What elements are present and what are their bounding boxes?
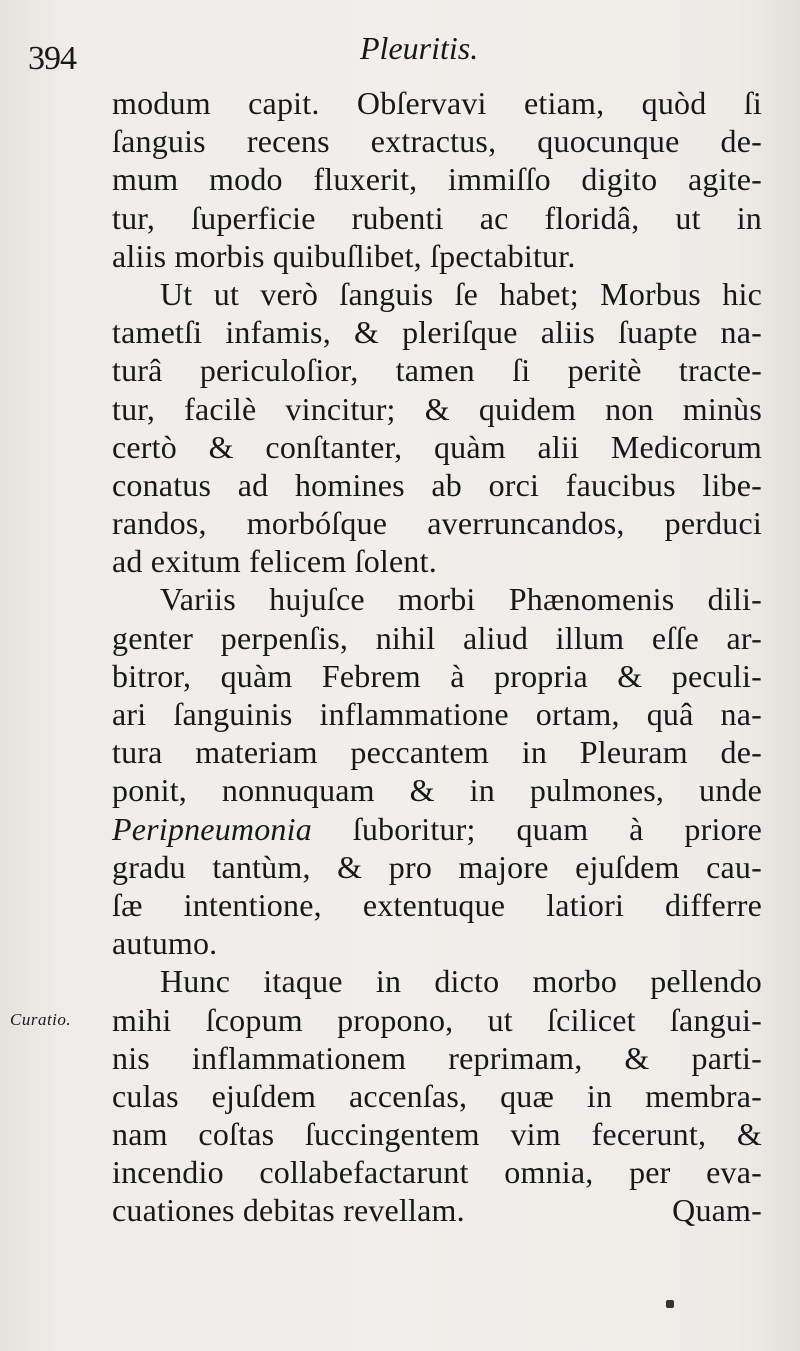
text-line: bitror, quàm Febrem à propria & peculi- — [112, 657, 762, 694]
text-line: conatus ad homines ab orci faucibus libe- — [112, 466, 762, 503]
text-line: aliis morbis quibuſlibet, ſpectabitur. — [112, 237, 576, 274]
ink-mark — [666, 1300, 674, 1308]
italic-term: Peripneumonia — [112, 810, 312, 847]
text-line: ponit, nonnuquam & in pulmones, unde — [112, 772, 762, 809]
text-line — [112, 1191, 762, 1229]
final-line: cuationes debitas revellam. — [112, 1192, 465, 1229]
text-line: certò & conſtanter, quàm alii Medicorum — [112, 428, 762, 465]
paragraph-start-line: Ut ut verò ſanguis ſe habet; Morbus hic — [160, 275, 762, 312]
body-text — [112, 84, 762, 1230]
text-line: culas ejuſdem accenſas, quæ in membra- — [112, 1077, 762, 1114]
running-title: Pleuritis. — [360, 30, 479, 66]
text-line: gradu tantùm, & pro majore ejuſdem cau- — [112, 848, 762, 885]
text-line: modum capit. Obſervavi etiam, quòd ſi — [112, 85, 762, 121]
margin-note: Curatio. — [10, 1010, 72, 1029]
text-line: nis inflammationem reprimam, & parti- — [112, 1039, 762, 1076]
text-line — [112, 810, 762, 848]
text-line: incendio collabefactarunt omnia, per eva- — [112, 1154, 762, 1191]
text-line: tametſi infamis, & pleriſque aliis ſuapte na- — [112, 314, 762, 351]
text-line: mihi ſcopum propono, ut ſcilicet ſangui- — [112, 1001, 762, 1038]
text-line: ſanguis recens extractus, quocunque de- — [112, 123, 762, 160]
text-line: randos, morbóſque averruncandos, perduci — [112, 505, 762, 542]
text-line-rest: ſuboritur; quam à priore — [311, 810, 762, 847]
text-line: tura materiam peccantem in Pleuram de- — [112, 734, 762, 771]
text-line: ari ſanguinis inflammatione ortam, quâ na- — [112, 696, 762, 732]
paragraph-start-line: Hunc itaque in dicto morbo pellendo — [160, 963, 762, 1000]
text-line: nam coſtas ſuccingentem vim fecerunt, & — [112, 1116, 762, 1153]
paragraph-start-line: Variis hujuſce morbi Phænomenis dili- — [160, 581, 762, 618]
page-number: 394 — [28, 40, 76, 77]
text-line: tur, ſuperficie rubenti ac floridâ, ut in — [112, 199, 762, 236]
text-line: mum modo fluxerit, immiſſo digito agite- — [112, 161, 762, 198]
text-line: genter perpenſis, nihil aliud illum eſſe ar- — [112, 619, 762, 656]
text-line: turâ periculoſior, tamen ſi peritè tracte- — [112, 352, 762, 389]
text-line: ſæ intentione, extentuque latiori differre — [112, 886, 762, 923]
catchword: Quam- — [672, 1192, 762, 1229]
text-line: ad exitum felicem ſolent. — [112, 543, 437, 580]
text-line: tur, facilè vincitur; & quidem non minùs — [112, 390, 762, 427]
text-line: autumo. — [112, 925, 218, 962]
